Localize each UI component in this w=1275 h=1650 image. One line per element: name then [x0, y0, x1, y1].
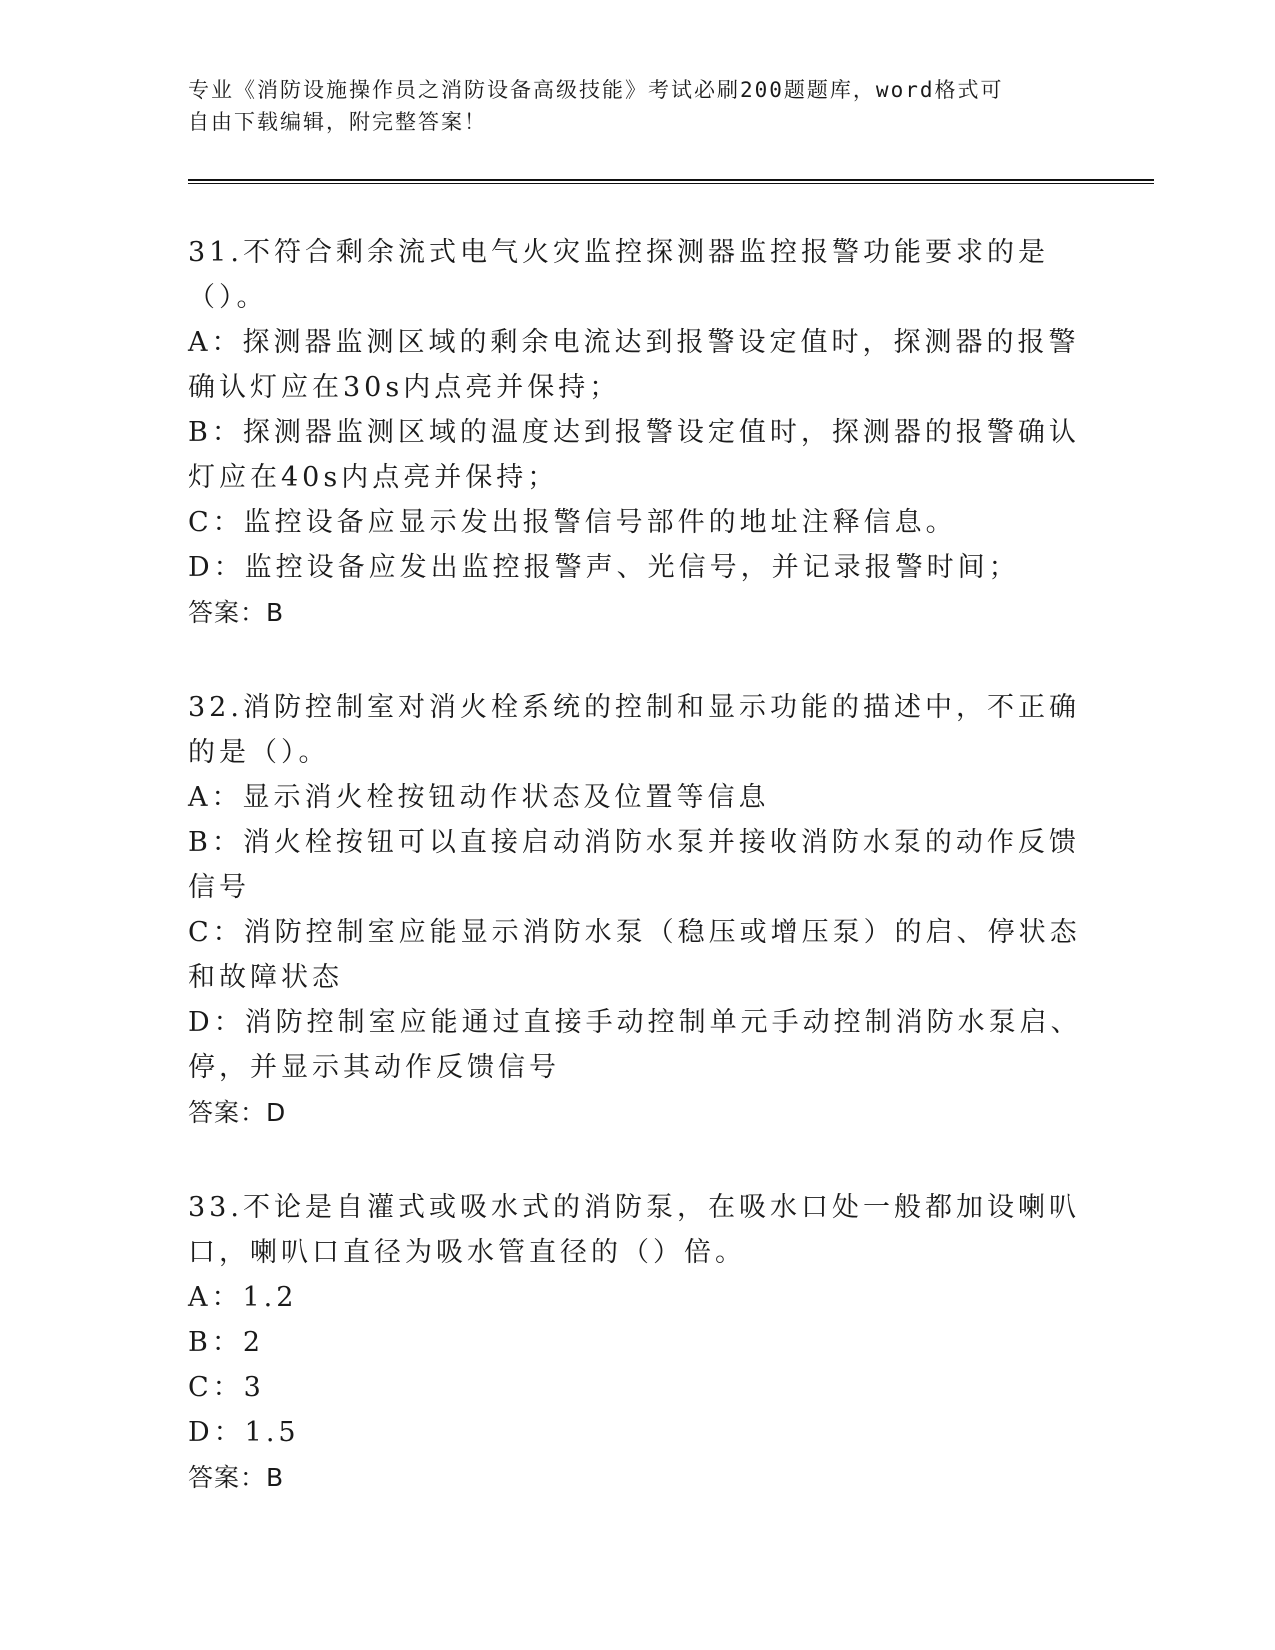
- answer-line: 答案：D: [188, 1098, 287, 1127]
- option-c: C：3: [188, 1372, 265, 1403]
- option-b: B：消火栓按钮可以直接启动消防水泵并接收消防水泵的动作反馈信号: [188, 827, 1080, 903]
- option-c: C：消防控制室应能显示消防水泵（稳压或增压泵）的启、停状态和故障状态: [188, 917, 1081, 993]
- answer-line: 答案：B: [188, 1463, 285, 1492]
- header-divider-thin: [188, 183, 1154, 184]
- question-title: 32.消防控制室对消火栓系统的控制和显示功能的描述中，不正确的是（）。: [188, 692, 1080, 768]
- answer-line: 答案：B: [188, 598, 285, 627]
- option-d: D：消防控制室应能通过直接手动控制单元手动控制消防水泵启、停，并显示其动作反馈信号: [188, 1007, 1082, 1083]
- option-d: D：1.5: [188, 1417, 300, 1448]
- header-divider: [188, 179, 1154, 181]
- option-b: B：2: [188, 1327, 265, 1358]
- question-33: [188, 1185, 1088, 1500]
- option-a: A：显示消火栓按钮动作状态及位置等信息: [188, 782, 770, 813]
- option-d: D：监控设备应发出监控报警声、光信号，并记录报警时间；: [188, 552, 1020, 583]
- option-a: A：探测器监测区域的剩余电流达到报警设定值时，探测器的报警确认灯应在30s内点亮并保持；: [188, 327, 1080, 403]
- option-b: B：探测器监测区域的温度达到报警设定值时，探测器的报警确认灯应在40s内点亮并保持；: [188, 417, 1080, 493]
- option-c: C：监控设备应显示发出报警信号部件的地址注释信息。: [188, 507, 957, 538]
- header-line-2: 自由下载编辑，附完整答案！: [188, 110, 487, 134]
- question-31: [188, 230, 1088, 635]
- question-title: 31.不符合剩余流式电气火灾监控探测器监控报警功能要求的是（）。: [188, 237, 1049, 313]
- question-list: [188, 230, 1088, 1550]
- question-32: [188, 685, 1088, 1135]
- header-line-1: 专业《消防设施操作员之消防设备高级技能》考试必刷200题题库，word格式可: [188, 78, 1004, 102]
- document-header: [188, 74, 1088, 138]
- option-a: A：1.2: [188, 1282, 298, 1313]
- question-title: 33.不论是自灌式或吸水式的消防泵，在吸水口处一般都加设喇叭口，喇叭口直径为吸水管直径的（）倍。: [188, 1192, 1080, 1268]
